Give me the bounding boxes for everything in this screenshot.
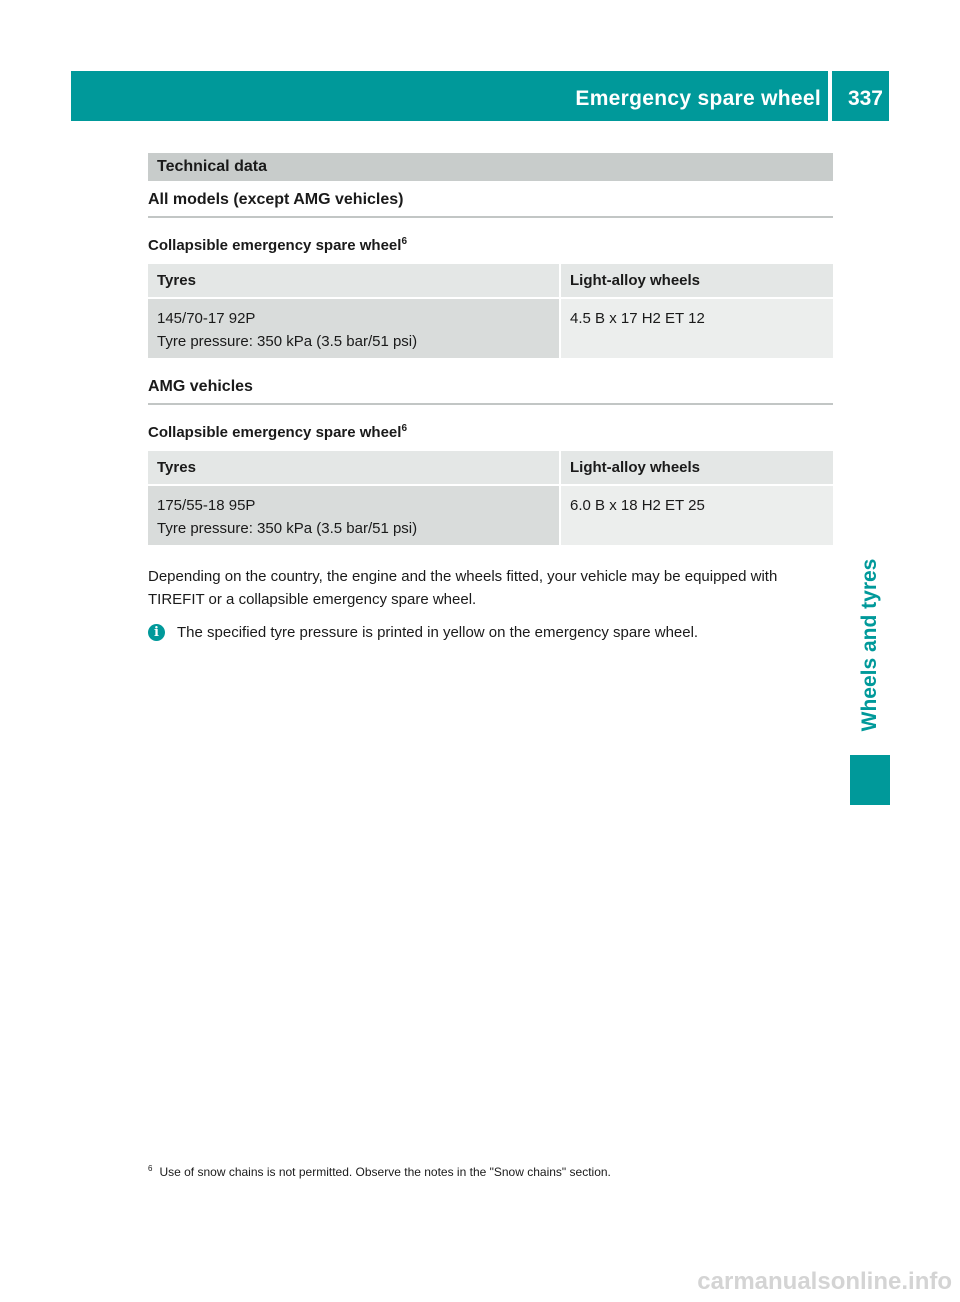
column-header-wheels: Light-alloy wheels (561, 451, 833, 486)
column-header-tyres: Tyres (148, 264, 561, 299)
amg-heading: AMG vehicles (148, 378, 833, 405)
side-chapter-tab (850, 540, 890, 750)
footnote (148, 1164, 611, 1179)
standard-spec-table (148, 264, 833, 358)
body-paragraph: Depending on the country, the engine and the wheels fitted, your vehicle may be equipped with TIREFIT or a collapsible emergency spare wheel. (148, 568, 778, 608)
standard-table-caption-text: Collapsible emergency spare wheel (148, 237, 402, 254)
header-divider (828, 71, 832, 121)
amg-table-caption-text: Collapsible emergency spare wheel (148, 424, 402, 441)
header-title: Emergency spare wheel (575, 87, 821, 110)
page-header (71, 71, 889, 121)
info-note-text: The specified tyre pressure is printed in yellow on the emergency spare wheel. (177, 624, 699, 641)
side-chapter-label: Wheels and tyres (858, 558, 881, 732)
tyre-size: 175/55-18 95P (157, 497, 256, 514)
column-header-tyres: Tyres (148, 451, 561, 486)
page-content (148, 153, 833, 644)
page-number: 337 (847, 87, 883, 110)
amg-table-caption (148, 423, 833, 441)
info-icon: i (148, 624, 165, 641)
column-header-wheels: Light-alloy wheels (561, 264, 833, 299)
footnote-text: Use of snow chains is not permitted. Observe the notes in the "Snow chains" section. (159, 1165, 611, 1179)
tyre-cell (148, 299, 561, 358)
watermark: carmanualsonline.info (697, 1268, 952, 1295)
footnote-ref: 6 (401, 423, 408, 434)
wheel-cell: 4.5 B x 17 H2 ET 12 (561, 299, 833, 358)
wheel-cell: 6.0 B x 18 H2 ET 25 (561, 486, 833, 545)
info-note (148, 621, 833, 644)
tyre-cell (148, 486, 561, 545)
footnote-number: 6 (148, 1164, 153, 1173)
tyre-pressure: Tyre pressure: 350 kPa (3.5 bar/51 psi) (157, 333, 418, 350)
amg-spec-table (148, 451, 833, 545)
side-chapter-marker (850, 755, 890, 805)
table-row (148, 486, 833, 545)
tyre-pressure: Tyre pressure: 350 kPa (3.5 bar/51 psi) (157, 520, 418, 537)
footnote-ref: 6 (401, 236, 408, 247)
table-row (148, 299, 833, 358)
standard-table-caption (148, 236, 833, 254)
table-header-row (148, 451, 833, 486)
section-title: Technical data (148, 153, 833, 181)
tyre-size: 145/70-17 92P (157, 310, 256, 327)
table-header-row (148, 264, 833, 299)
standard-models-heading: All models (except AMG vehicles) (148, 191, 833, 218)
